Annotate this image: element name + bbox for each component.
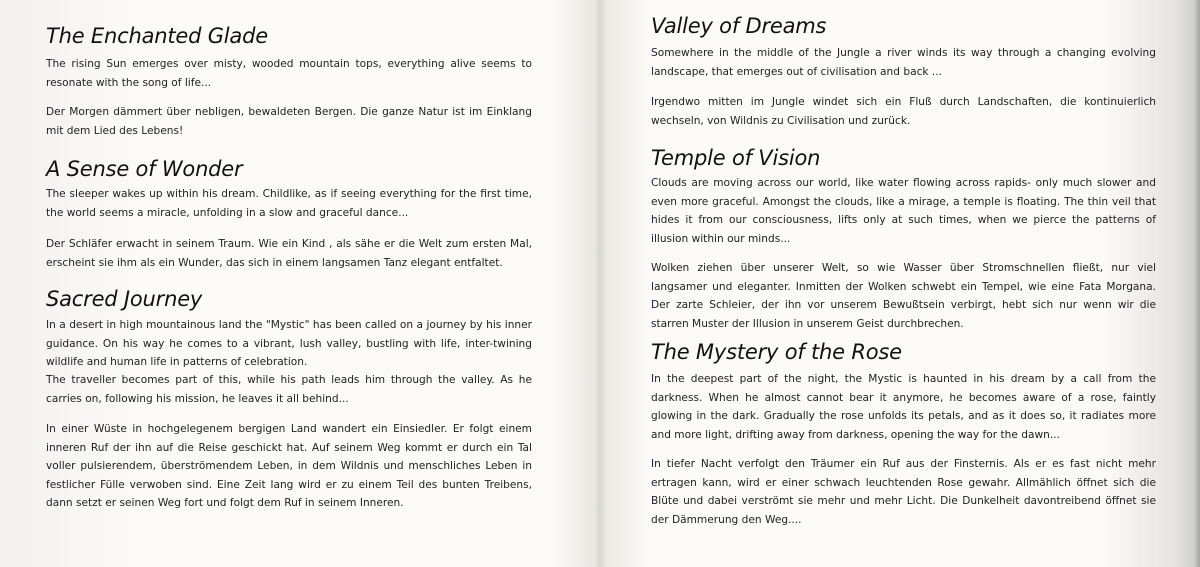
section-title-valley-of-dreams: Valley of Dreams	[651, 14, 827, 38]
section-title-sense-of-wonder: A Sense of Wonder	[46, 157, 243, 181]
section-title-temple-of-vision: Temple of Vision	[651, 146, 821, 170]
paragraph-valley-of-dreams-de: Irgendwo mitten im Jungle windet sich ein Fluß durch Landschaften, die kontinuierlich wechseln, von Wildnis zu Civilisation und zurück.	[651, 96, 1156, 127]
paragraph-sacred-journey-en-2: The traveller becomes part of this, while his path leads him through the valley. As he carries on, following his mission, he leaves it all behind...	[46, 374, 532, 405]
paragraph-valley-of-dreams-en: Somewhere in the middle of the Jungle a river winds its way through a changing evolving landscape, that emerges out of civilisation and back ...	[651, 47, 1156, 78]
paragraph-sacred-journey-en-1: In a desert in high mountainous land the "Mystic" has been called on a journey by his inner guidance. On his way he comes to a vibrant, lush valley, bustling with life, inter-twining wildlife and human life in patterns of celebration.	[46, 319, 532, 369]
paragraph-temple-of-vision-de: Wolken ziehen über unserer Welt, so wie Wasser über Stromschnellen fließt, nur viel langsamer und eleganter. Inmitten der Wolken schwebt ein Tempel, wie eine Fata Morgana. Der zarte Schleier, der ihn vor unserem Bewußtsein verbirgt, hebt sich nur wenn wir die starren Muster der Illusion in unserem Geist durchbrechen.	[651, 262, 1156, 330]
section-title-sacred-journey: Sacred Journey	[46, 287, 203, 311]
paragraph-sense-of-wonder-en: The sleeper wakes up within his dream. Childlike, as if seeing everything for the first time, the world seems a miracle, unfolding in a slow and graceful dance...	[46, 188, 532, 219]
left-page	[46, 0, 546, 567]
paragraph-mystery-of-the-rose-en: In the deepest part of the night, the Mystic is haunted in his dream by a call from the darkness. When he almost cannot bear it anymore, he becomes aware of a rose, faintly glowing in the dark. Gradually the rose unfolds its petals, and as it does so, it radiates more and more light, drifting away from darkness, opening the way for the dawn...	[651, 373, 1156, 441]
paragraph-enchanted-glade-en: The rising Sun emerges over misty, wooded mountain tops, everything alive seems to resonate with the song of life...	[46, 58, 532, 89]
paragraph-mystery-of-the-rose-de: In tiefer Nacht verfolgt den Träumer ein Ruf aus der Finsternis. Als er es fast nicht mehr ertragen kann, wird er einer schwach leuchtenden Rose gewahr. Allmählich öffnet sich die Blüte und dabei verströmt sie mehr und mehr Licht. Die Dunkelheit davontreibend öffnet sie der Dämmerung den Weg....	[651, 458, 1156, 526]
section-title-mystery-of-the-rose: The Mystery of the Rose	[651, 340, 902, 364]
right-page	[651, 0, 1161, 567]
paragraph-sense-of-wonder-de: Der Schläfer erwacht in seinem Traum. Wie ein Kind , als sähe er die Welt zum ersten Mal, erscheint sie ihm als ein Wunder, das sich in einem langsamen Tanz elegant entfaltet.	[46, 238, 532, 269]
paragraph-enchanted-glade-de: Der Morgen dämmert über nebligen, bewaldeten Bergen. Die ganze Natur ist im Einklang mit dem Lied des Lebens!	[46, 106, 532, 137]
scan-edge-shadow	[1194, 0, 1200, 567]
section-title-enchanted-glade: The Enchanted Glade	[46, 24, 268, 48]
paragraph-temple-of-vision-en: Clouds are moving across our world, like water flowing across rapids- only much slower and even more graceful. Amongst the clouds, like a mirage, a temple is floating. The thin veil that hides it from our consciousness, lifts only at such times, when we pierce the patterns of illusion within our minds...	[651, 177, 1156, 245]
paragraph-sacred-journey-de: In einer Wüste in hochgelegenem bergigen Land wandert ein Einsiedler. Er folgt einem inneren Ruf der ihn auf die Reise geschickt hat. Auf seinem Weg kommt er durch ein Tal voller pulsierendem, überströmendem Leben, in dem Wildnis und menschliches Leben in festlicher Fülle verwoben sind. Eine Zeit lang wird er zu einem Teil des bunten Treibens, dann setzt er seinen Weg fort und folgt dem Ruf in seinem Inneren.	[46, 423, 532, 510]
